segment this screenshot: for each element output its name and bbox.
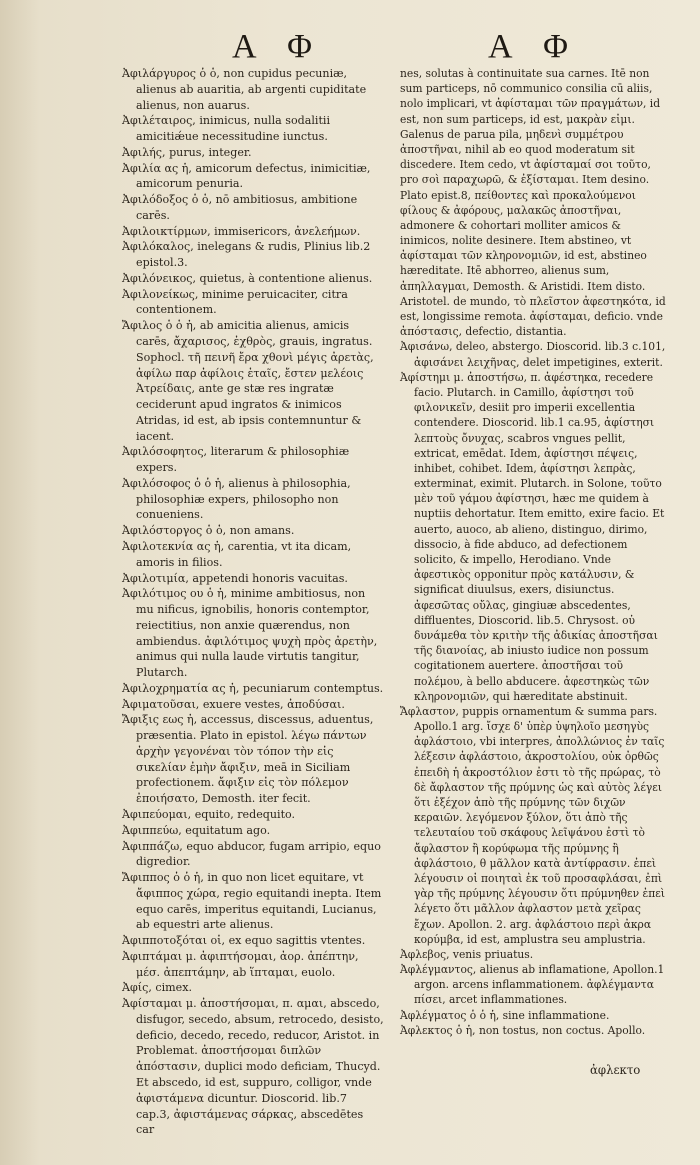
entry: Ἀφιλία ας ἡ, amicorum defectus, inimicitiæ, amicorum penuria.: [122, 161, 371, 191]
entry: Ἀφιλονείκως, minime peruicaciter, citra contentionem.: [122, 287, 348, 317]
entry-continuation: nes, solutas à continuitate sua carnes. Itē non sum particeps, nō communico consilia cū aliis, nolo implicari, vt ἀφίσταμαι τῶν πραγμάτων, id est, non sum particeps, id est, μακρὰν εἰμι. Galenus de parua pila, μηδενὶ συμμέτρου ἀποστῆναι, nihil ab eo quod moderatum sit discedere. Item cedo, vt ἀφίσταμαί σοι τοῦτο, pro σοὶ παραχωρῶ, & ἐξίσταμαι. Item desino. Plato epist.8, πείθοντες καὶ προκαλούμενοι φίλους & ἀφόρους, μαλακῶς ἀποστῆναι, admonere & cohortari molliter amicos & inimicos, nolite desinere. Item abstineo, vt ἀφίσταμαι τῶν κληρονομιῶν, id est, abstineo hæreditate. Itē abhorreo, alienus sum, ἀπηλλαγμαι, Demosth. & Aristidi. Item disto. Aristotel. de mundo, τὸ πλεῖστον ἀφεστηκότα, id est, longissime remota. ἀφίσταμαι, deficio. vnde ἀπόστασις, defectio, distantia.: [400, 67, 666, 339]
running-head-right: Α Φ: [488, 28, 581, 65]
right-column: [400, 66, 666, 1038]
gutter-shadow: [0, 0, 40, 1165]
entry: Ἀφλεκτος ὁ ἡ, non tostus, non coctus. Apollo.: [400, 1023, 646, 1037]
entry: Ἀφιππάζω, equo abducor, fugam arripio, equo digredior.: [122, 839, 381, 869]
entry: Ἀφιλοχρηματία ας ἡ, pecuniarum contemptus.: [122, 681, 384, 695]
entry: Ἀφιλόδοξος ὁ ὁ, nō ambitiosus, ambitione carēs.: [122, 193, 358, 222]
catchword: ἀφλεκτο: [590, 1063, 641, 1077]
entry: Ἀφιλόσοφητος, literarum & philosophiæ expers.: [122, 445, 350, 475]
entry: Ἀφίστημι μ. ἀποστήσω, π. ἀφέστηκα, recedere facio. Plutarch. in Camillo, ἀφίστησι τοῦ φιλονικεῖν, desiit pro imperii excellentia contendere. Dioscorid. lib.1 ca.95, ἀφίστησι λεπτοὺς ὄνυχας, scabros vngues pellit, extricat, emēdat. Idem, ἀφίστησι πέψεις, inhibet, cohibet. Idem, ἀφίστησι λεπρὰς, exterminat, eximit. Plutarch. in Solone, τοῦτο μὲν τοῦ γάμου ἀφίστησι, hæc me quidem à nuptiis dehortatur. Item emitto, exire facio. Et auerto, auoco, ab alieno, distinguo, dirimo, dissocio, à fide abduco, ad defectionem solicito, & impello, Herodiano. Vnde ἀφεστικὸς opponitur πρὸς κατάλυσιν, & significat diuulsus, exers, disiunctus. ἀφεσῶτας οὔλας, gingiuæ abscedentes, diffluentes, Dioscorid. lib.5. Chrysost. οὐ δυνάμεθα τὸν κριτὴν τῆς ἀδικίας ἀποστῆσαι τῆς διανοίας, ab iniusto iudice non possum cogitationem auertere. ἀποστῆσαι τοῦ πολέμου, à bello abducere. ἀφεστηκὼς τῶν κληρονομιῶν, qui hæreditate abstinuit.: [400, 370, 665, 703]
entry: Ἀφιλέταιρος, inimicus, nulla sodalitii amicitiǽue necessitudine iunctus.: [122, 114, 331, 144]
entry: Ἀφιλόστοργος ὁ ὁ, non amans.: [122, 524, 295, 538]
entry: Ἀφιπποτοξόται οἱ, ex equo sagittis vtentes.: [122, 934, 366, 948]
entry: Ἄφλαστον, puppis ornamentum & summa pars. Apollo.1 arg. ἴσχε δ' ὑπὲρ ὑψηλοῖο μεσηγὺς ἀφλάστοιο, vbi interpres, ἀπολλώνιος ἐν ταῖς λέξεσιν ἀφλάστοιο, ἀκροστολίου, οὐκ ὀρθῶς ἐπειδὴ ἡ ἀκροστόλιον ἐστι τὸ τῆς πρώρας, τὸ δὲ ἄφλαστον τῆς πρύμνης ὡς καὶ αὐτὸς λέγει ὅτι ἐξέχον ἀπὸ τῆς πρύμνης τῶν διχῶν κεραιῶν. λεγόμενον ξύλον, ὅτι ἀπὸ τῆς τελευταίου τοῦ σκάφους λεῖψάνου ἐστὶ τὸ ἄφλαστον ἢ κορύφωμα τῆς πρύμνης ἢ ἀφλάστοιο, θ μᾶλλον κατὰ ἀντίφρασιν. ἐπεὶ λέγουσιν οἱ ποιηταὶ ἐκ τοῦ προσαφλάσαι, ἐπὶ γὰρ τῆς πρύμνης λέγουσιν ὅτι πρύμνηθεν ἐπεὶ λέγετο ὅτι μᾶλλον ἀφλαστον μετὰ χεῖρας ἔχων. Apollon. 2. arg. ἀφλάστοιο περὶ ἀκρα κορύμβα, id est, amplustra seu amplustria.: [400, 704, 665, 946]
entry: Ἀφλέγματος ὁ ὁ ἡ, sine inflammatione.: [400, 1008, 610, 1022]
entry: Ἀφιλόνεικος, quietus, à contentione alienus.: [122, 271, 373, 285]
entry: Ἀφιλάργυρος ὁ ὁ, non cupidus pecuniæ, alienus ab auaritia, ab argenti cupiditate alienus, non auarus.: [122, 67, 367, 112]
entry: Ἄφιλος ὁ ὁ ἡ, ab amicitia alienus, amicis carēs, ἄχαρισος, ἐχθρὸς, grauis, ingratus. Sophocl. τῆ πεινῆ ἔρα χθονὶ μέγις ἀρετὰς, ἀφίλω παρ ἀφίλοις ἑταῖς, ἔστεν μελέοις Ἀτρείδαις, ante ge stæ res ingratæ ceciderunt apud ingratos & inimicos Atridas, id est, ab ipsis contemnuntur & iacent.: [122, 319, 374, 443]
entry: Ἀφλεβος, venis priuatus.: [400, 947, 534, 961]
entry: Ἀφίς, cimex.: [122, 981, 193, 995]
entry: Ἀφιλοτεκνία ας ἡ, carentia, vt ita dicam, amoris in filios.: [122, 539, 352, 569]
entry: Ἀφιλοτιμία, appetendi honoris vacuitas.: [122, 571, 348, 585]
entry: Ἀφιππεύω, equitatum ago.: [122, 823, 271, 837]
entry: Ἀφλέγμαντος, alienus ab inflamatione, Apollon.1 argon. arcens inflammationem. ἀφλέγμαντα πίσει, arcet inflammationes.: [400, 963, 665, 1007]
left-column: [122, 66, 384, 1138]
entry: Ἀφιπτάμαι μ. ἀφιπτήσομαι, ἀορ. ἀπέπτην, μέσ. ἀπεπτάμην, ab ἵπταμαι, euolo.: [122, 949, 359, 979]
entry: Ἀφιλοικτίρμων, immisericors, ἀνελεήμων.: [122, 224, 361, 238]
entry: Ἀφίσταμαι μ. ἀποστήσομαι, π. αμαι, abscedo, disfugor, secedo, absum, retrocedo, desisto, deficio, decedo, recedo, reducor, Aristot. in Problemat. ἀποστήσομαι διπλῶν ἀπόστασιν, duplici modo deficiam, Thucyd. Et abscedo, id est, suppuro, colligor, vnde ἀφιστάμενα dicuntur. Dioscorid. lib.7 cap.3, ἀφιστάμενας σάρκας, abscedētes car: [122, 997, 384, 1137]
entry: Ἀφιπεύομαι, equito, redequito.: [122, 807, 296, 821]
entry: Ἄφιξις εως ἡ, accessus, discessus, aduentus, præsentia. Plato in epistol. λέγω πάντων ἀρχὴν γεγονέναι τὸν τόπον τὴν εἰς σικελίαν ἐμὴν ἄφιξιν, meā in Siciliam profectionem. ἄφιξιν εἰς τὸν πόλεμον ἐποιήσατο, Demosth. iter fecit.: [122, 713, 374, 806]
entry: Ἀφιλόκαλος, inelegans & rudis, Plinius lib.2 epistol.3.: [122, 240, 371, 270]
entry: Ἀφιλόσοφος ὁ ὁ ἡ, alienus à philosophia, philosophiæ expers, philosopho non conueniens.: [122, 476, 351, 522]
entry: Ἀφισάνω, deleo, abstergo. Dioscorid. lib.3 c.101, ἀφισάνει λειχῆνας, delet impetigines, exterit.: [400, 340, 666, 369]
entry: Ἀφιλότιμος ου ὁ ἡ, minime ambitiosus, non mu nificus, ignobilis, honoris contemptor, reiectitius, non anxie quærendus, non ambiendus. ἀφιλότιμος ψυχὴ πρὸς ἀρετὴν, animus qui nulla laude virtutis tangitur, Plutarch.: [122, 587, 378, 680]
entry: Ἀφιλής, purus, integer.: [122, 145, 252, 159]
entry: Ἀφιματοῦσαι, exuere vestes, ἀποδύσαι.: [122, 697, 345, 711]
entry: Ἄφιππος ὁ ὁ ἡ, in quo non licet equitare, vt ἄφιππος χώρα, regio equitandi inepta. Item equo carēs, imperitus equitandi, Lucianus, ab equestri arte alienus.: [122, 871, 382, 932]
running-head-left: Α Φ: [232, 28, 325, 65]
